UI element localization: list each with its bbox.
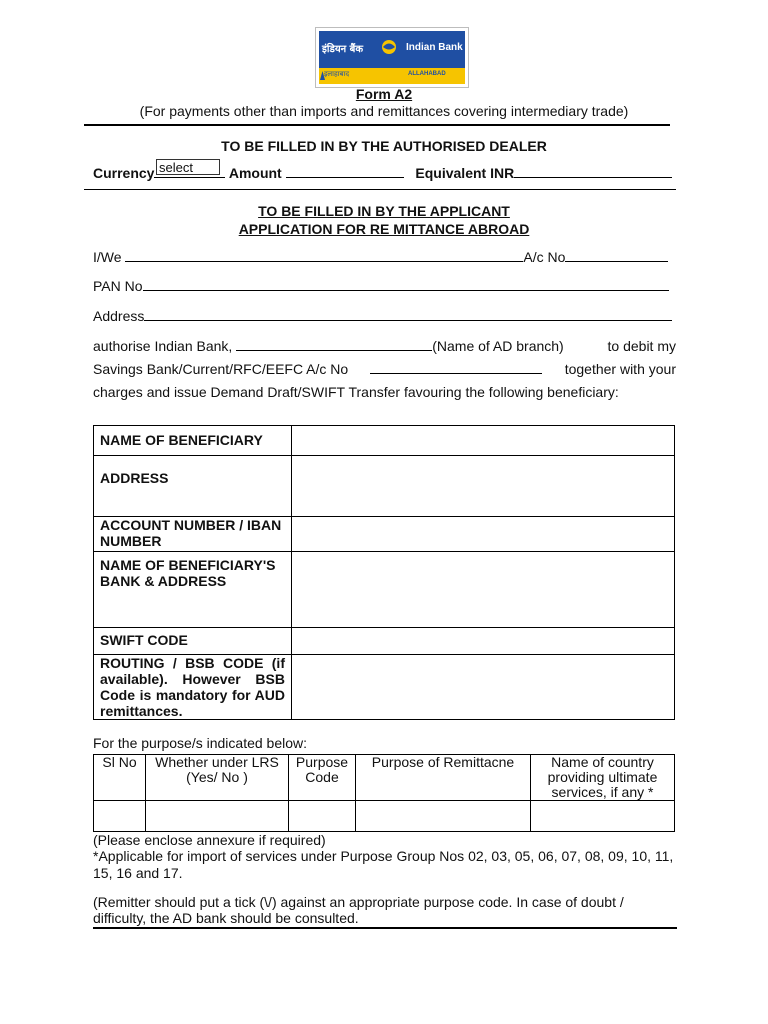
col-sl-no: Sl No bbox=[94, 755, 146, 801]
col-purpose-code: Purpose Code bbox=[289, 755, 356, 801]
currency-select[interactable]: select bbox=[156, 159, 220, 175]
equivalent-inr-label: Equivalent INR bbox=[415, 165, 515, 181]
table-row bbox=[94, 628, 675, 655]
address-field[interactable] bbox=[144, 308, 672, 321]
applicant-section-heading: TO BE FILLED IN BY THE APPLICANT bbox=[258, 203, 510, 219]
swift-code-label: SWIFT CODE bbox=[94, 628, 292, 655]
indian-bank-logo bbox=[315, 27, 469, 88]
purpose-group-note: *Applicable for import of services under Purpose Group Nos 02, 03, 05, 06, 07, 08, 09, 10, 11, 15, 16 and 17. bbox=[93, 848, 674, 881]
table-row bbox=[94, 456, 675, 517]
logo-english-name: Indian Bank bbox=[406, 42, 463, 53]
account-number-field[interactable] bbox=[370, 361, 542, 374]
col-purpose-of-remittance: Purpose of Remittacne bbox=[356, 755, 531, 801]
purpose-remittance-cell[interactable] bbox=[356, 801, 531, 832]
authorise-line-1 bbox=[93, 338, 676, 354]
purpose-code-cell[interactable] bbox=[289, 801, 356, 832]
together-text: together with your bbox=[564, 361, 676, 377]
table-row bbox=[94, 801, 675, 832]
routing-bsb-field[interactable] bbox=[292, 655, 675, 720]
purpose-table bbox=[93, 754, 675, 832]
col-country: Name of country providing ultimate services, if any * bbox=[531, 755, 675, 801]
routing-bsb-label: ROUTING / BSB CODE (if available). However BSB Code is mandatory for AUD remittances. bbox=[94, 655, 292, 720]
purpose-intro: For the purpose/s indicated below: bbox=[93, 735, 308, 751]
authorise-text-c: to debit my bbox=[607, 338, 676, 354]
annexure-note: (Please enclose annexure if required) bbox=[93, 832, 326, 848]
beneficiary-table bbox=[93, 425, 675, 720]
beneficiary-address-label: ADDRESS bbox=[94, 456, 292, 517]
col-lrs: Whether under LRS (Yes/ No ) bbox=[146, 755, 289, 801]
equivalent-inr-field[interactable] bbox=[514, 165, 672, 178]
beneficiary-name-label: NAME OF BENEFICIARY bbox=[94, 426, 292, 456]
pan-row bbox=[93, 278, 669, 294]
authorise-line-3: charges and issue Demand Draft/SWIFT Transfer favouring the following beneficiary: bbox=[93, 384, 619, 400]
table-row bbox=[94, 655, 675, 720]
application-heading: APPLICATION FOR RE MITTANCE ABROAD bbox=[238, 221, 530, 237]
beneficiary-address-field[interactable] bbox=[292, 456, 675, 517]
table-row bbox=[94, 426, 675, 456]
table-row bbox=[94, 552, 675, 628]
account-types-text: Savings Bank/Current/RFC/EEFC A/c No bbox=[93, 361, 349, 377]
divider-top bbox=[84, 124, 670, 126]
country-cell[interactable] bbox=[531, 801, 675, 832]
currency-label: Currency bbox=[93, 165, 155, 181]
lrs-cell[interactable] bbox=[146, 801, 289, 832]
iwe-label: I/We bbox=[93, 249, 122, 265]
sl-no-cell[interactable] bbox=[94, 801, 146, 832]
ac-no-field[interactable] bbox=[565, 249, 668, 262]
divider-dealer bbox=[84, 189, 676, 190]
divider-bottom bbox=[93, 927, 677, 929]
account-iban-field[interactable] bbox=[292, 517, 675, 552]
address-label: Address bbox=[93, 308, 145, 324]
logo-hindi-name: इंडियन बैंक bbox=[322, 44, 364, 55]
beneficiary-bank-label: NAME OF BENEFICIARY'S BANK & ADDRESS bbox=[94, 552, 292, 628]
amount-label: Amount bbox=[228, 165, 282, 181]
pan-field[interactable] bbox=[143, 278, 669, 291]
form-subtitle: (For payments other than imports and remittances covering intermediary trade) bbox=[139, 103, 629, 119]
table-row bbox=[94, 517, 675, 552]
beneficiary-bank-field[interactable] bbox=[292, 552, 675, 628]
logo-hindi-sub: इलाहाबाद bbox=[324, 70, 350, 78]
pan-label: PAN No bbox=[93, 278, 143, 294]
form-title: Form A2 bbox=[355, 86, 413, 102]
dealer-section-heading: TO BE FILLED IN BY THE AUTHORISED DEALER bbox=[221, 138, 547, 154]
beneficiary-name-field[interactable] bbox=[292, 426, 675, 456]
swift-code-field[interactable] bbox=[292, 628, 675, 655]
tick-instruction-note: (Remitter should put a tick (\/) against an appropriate purpose code. In case of doubt / difficulty, the AD bank should be consulted. bbox=[93, 894, 624, 926]
purpose-header-row bbox=[94, 755, 675, 801]
ad-branch-label: (Name of AD branch) bbox=[432, 338, 564, 354]
iwe-field[interactable] bbox=[125, 249, 523, 262]
ad-branch-field[interactable] bbox=[236, 338, 432, 351]
ac-no-label: A/c No bbox=[523, 249, 566, 265]
address-row bbox=[93, 308, 672, 324]
logo-emblem-icon bbox=[378, 38, 400, 56]
authorise-text-a: authorise Indian Bank, bbox=[93, 338, 233, 354]
logo-english-sub: ALLAHABAD bbox=[408, 71, 446, 77]
iwe-row bbox=[93, 249, 668, 265]
account-number-label: ACCOUNT NUMBER / IBAN NUMBER bbox=[94, 517, 292, 552]
amount-field[interactable] bbox=[286, 165, 404, 178]
authorise-line-2 bbox=[93, 361, 676, 377]
